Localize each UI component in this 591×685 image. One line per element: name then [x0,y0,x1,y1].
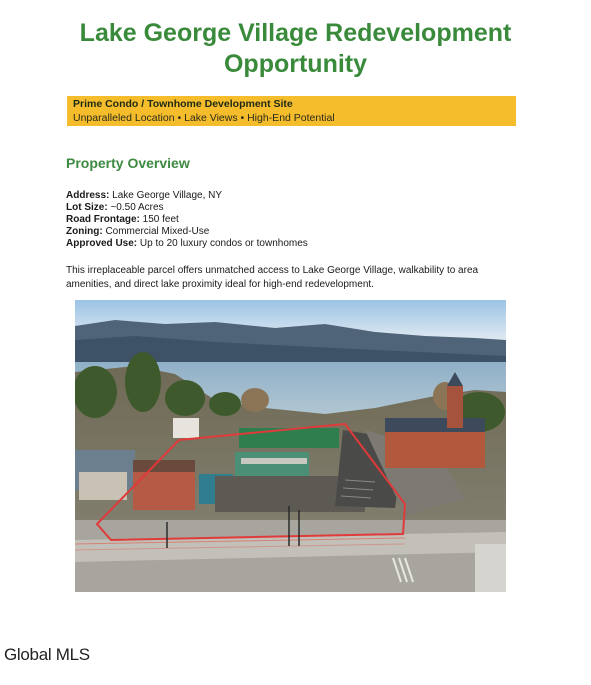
property-label: Address: [66,190,110,201]
highlight-banner [67,96,516,126]
property-label: Road Frontage: [66,214,140,225]
property-value: Commercial Mixed-Use [105,226,210,237]
property-value: ~0.50 Acres [110,202,164,213]
property-value: 150 feet [142,214,179,225]
property-row [66,238,308,250]
property-label: Zoning: [66,226,103,237]
property-row [66,190,308,202]
property-label: Approved Use: [66,238,138,249]
section-heading: Property Overview [66,155,190,171]
description-line2: amenities, and direct lake proximity ideal for high-end redevelopment. [66,278,374,290]
global-mls-logo: Global MLS [4,645,90,664]
aerial-photo [75,300,506,592]
page-title [0,18,591,80]
property-label: Lot Size: [66,202,108,213]
description-line1: This irreplaceable parcel offers unmatched access to Lake George Village, walkability to area [66,265,479,276]
property-description [66,264,516,291]
banner-heading: Prime Condo / Townhome Development Site [73,98,293,110]
property-row [66,226,308,238]
property-details [66,190,308,250]
property-row [66,202,308,214]
property-value: Lake George Village, NY [112,190,223,201]
page-title-line1: Lake George Village Redevelopment [79,19,512,47]
aerial-photo-illustration [75,300,506,592]
page-title-line2: Opportunity [223,50,368,78]
banner-tagline: Unparalleled Location • Lake Views • High-End Potential [73,112,335,124]
property-row [66,214,308,226]
property-value: Up to 20 luxury condos or townhomes [139,238,308,249]
